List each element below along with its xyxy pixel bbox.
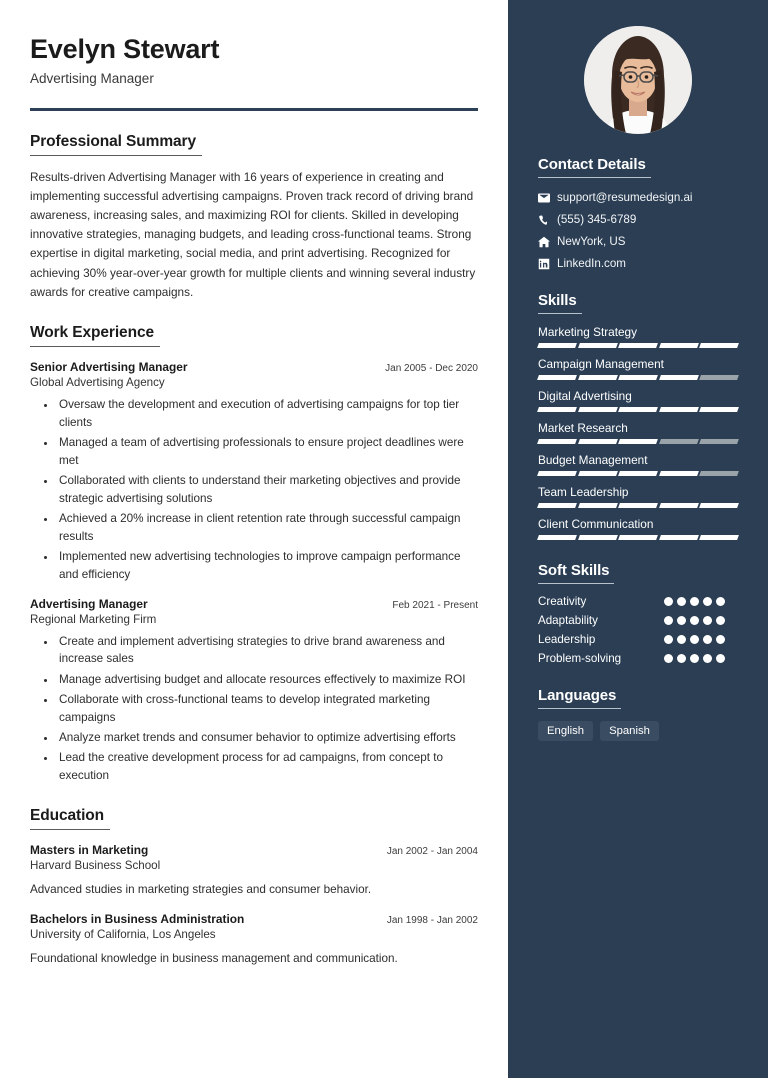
skill-segment — [699, 535, 738, 540]
soft-skill-name: Creativity — [538, 595, 587, 608]
work-entry-date: Jan 2005 - Dec 2020 — [385, 362, 478, 374]
skill-level-bar — [538, 439, 738, 444]
education-description: Foundational knowledge in business management and communication. — [30, 952, 398, 965]
skill-segment — [537, 439, 576, 444]
rating-dot — [690, 654, 699, 663]
skill-item — [538, 517, 738, 540]
rating-dot — [690, 597, 699, 606]
contact-row — [538, 257, 738, 270]
contact-row — [538, 213, 738, 226]
skill-segment — [659, 407, 698, 412]
skill-level-bar — [538, 407, 738, 412]
skill-segment — [578, 407, 617, 412]
work-entry-org: Regional Marketing Firm — [30, 612, 157, 626]
skill-item — [538, 421, 738, 444]
soft-skill-rating — [664, 597, 738, 606]
skill-segment — [618, 535, 657, 540]
skill-segment — [699, 439, 738, 444]
skill-segment — [699, 343, 738, 348]
skill-segment — [618, 407, 657, 412]
section-title-contact: Contact Details — [538, 156, 651, 178]
skill-segment — [578, 343, 617, 348]
candidate-role: Advertising Manager — [30, 71, 154, 87]
bullet-item: • Collaborate with cross-functional teams to develop integrated marketing campaigns — [56, 691, 478, 727]
avatar-wrap — [508, 26, 768, 134]
skill-list — [538, 325, 738, 540]
section-title-education: Education — [30, 807, 110, 830]
skill-level-bar — [538, 375, 738, 380]
skill-segment — [578, 471, 617, 476]
home-icon — [538, 236, 557, 248]
rating-dot — [716, 635, 725, 644]
rating-dot — [664, 597, 673, 606]
bullet-item: • Oversaw the development and execution of advertising campaigns for top tier clients — [56, 396, 478, 432]
skill-item — [538, 485, 738, 508]
work-entry — [30, 360, 478, 584]
skill-segment — [659, 471, 698, 476]
skill-segment — [699, 407, 738, 412]
skill-segment — [578, 535, 617, 540]
education-degree: Masters in Marketing — [30, 842, 149, 857]
soft-skill-name: Adaptability — [538, 614, 598, 627]
bullet-item: • Implemented new advertising technologies to improve campaign performance and efficiency — [56, 548, 478, 584]
skill-segment — [699, 503, 738, 508]
education-school: Harvard Business School — [30, 858, 161, 872]
rating-dot — [703, 635, 712, 644]
skill-name: Market Research — [538, 421, 628, 435]
sidebar-body — [508, 156, 768, 741]
skill-segment — [618, 375, 657, 380]
skill-item — [538, 357, 738, 380]
section-work-experience — [30, 324, 478, 785]
soft-skill-rating — [664, 616, 738, 625]
rating-dot — [716, 597, 725, 606]
work-entry — [30, 597, 478, 785]
skill-segment — [618, 439, 657, 444]
soft-skill-name: Leadership — [538, 633, 596, 646]
education-date: Jan 2002 - Jan 2004 — [386, 845, 478, 857]
soft-skill-row — [538, 614, 738, 627]
soft-skill-row — [538, 595, 738, 608]
rating-dot — [690, 635, 699, 644]
skill-segment — [578, 439, 617, 444]
skill-name: Digital Advertising — [538, 389, 632, 403]
section-title-soft-skills: Soft Skills — [538, 562, 614, 584]
soft-skill-rating — [664, 654, 738, 663]
skill-segment — [618, 503, 657, 508]
work-entry-head — [30, 597, 478, 611]
rating-dot — [703, 616, 712, 625]
skill-item — [538, 389, 738, 412]
contact-value[interactable]: (555) 345-6789 — [557, 213, 637, 226]
soft-skill-row — [538, 652, 738, 665]
education-date: Jan 1998 - Jan 2002 — [386, 915, 478, 926]
skill-segment — [659, 535, 698, 540]
section-soft-skills — [538, 562, 738, 665]
rating-dot — [690, 616, 699, 625]
linkedin-icon — [538, 258, 557, 270]
work-entry-org: Global Advertising Agency — [30, 375, 165, 389]
rating-dot — [677, 654, 686, 663]
work-entry-date: Feb 2021 - Present — [392, 599, 478, 611]
rating-dot — [677, 597, 686, 606]
skill-segment — [578, 503, 617, 508]
rating-dot — [716, 616, 725, 625]
skill-segment — [659, 503, 698, 508]
rating-dot — [664, 616, 673, 625]
skill-segment — [537, 503, 576, 508]
soft-skill-list — [538, 595, 738, 665]
rating-dot — [703, 597, 712, 606]
skill-level-bar — [538, 535, 738, 540]
section-skills — [538, 292, 738, 540]
work-entry-bullets — [30, 396, 478, 584]
language-list — [538, 721, 738, 741]
education-entry-head — [30, 843, 478, 857]
skill-segment — [659, 375, 698, 380]
bullet-item: • Analyze market trends and consumer behavior to optimize advertising efforts — [56, 729, 478, 747]
rating-dot — [677, 616, 686, 625]
education-list — [30, 843, 478, 968]
bullet-item: • Collaborated with clients to understand their marketing objectives and provide strategic advertising solutions — [56, 472, 478, 508]
language-chip: English — [538, 721, 593, 741]
section-professional-summary — [30, 133, 478, 302]
summary-text: Results-driven Advertising Manager with 16 years of experience in creating and implementing successful advertising campaigns. Proven track record of driving brand awareness, increasing sales, and maximizing ROI for clients. Skilled in developing innovative strategies, managing budgets, and leading cross-functional teams. Strong expertise in digital marketing, social media, and print advertising. Recognized for achieving 30% year-over-year growth for multiple clients and winning several industry awards for creative campaigns. — [30, 170, 476, 299]
section-languages — [538, 687, 738, 741]
education-description: Advanced studies in marketing strategies and consumer behavior. — [30, 882, 372, 896]
skill-segment — [537, 471, 576, 476]
bullet-item: • Lead the creative development process for ad campaigns, from concept to execution — [56, 749, 478, 785]
skill-segment — [699, 375, 738, 380]
sidebar — [508, 0, 768, 1078]
skill-segment — [578, 375, 617, 380]
bullet-item: • Managed a team of advertising professionals to ensure project deadlines were met — [56, 434, 478, 470]
section-title-summary: Professional Summary — [30, 133, 202, 156]
skill-segment — [659, 439, 698, 444]
section-education — [30, 807, 478, 968]
work-entry-title: Advertising Manager — [30, 596, 148, 611]
education-entry — [30, 912, 478, 968]
work-list — [30, 360, 478, 785]
skill-level-bar — [538, 503, 738, 508]
rating-dot — [703, 654, 712, 663]
skill-segment — [537, 343, 576, 348]
section-title-work: Work Experience — [30, 324, 160, 347]
soft-skill-name: Problem-solving — [538, 652, 622, 665]
candidate-name: Evelyn Stewart — [30, 34, 220, 64]
skill-name: Campaign Management — [538, 357, 664, 371]
contact-list — [538, 191, 738, 270]
section-contact-details — [538, 156, 738, 270]
work-entry-title: Senior Advertising Manager — [30, 359, 188, 374]
rating-dot — [664, 654, 673, 663]
skill-item — [538, 453, 738, 476]
skill-level-bar — [538, 343, 738, 348]
avatar — [584, 26, 692, 134]
skill-name: Marketing Strategy — [538, 325, 638, 339]
soft-skill-row — [538, 633, 738, 646]
skill-segment — [537, 535, 576, 540]
soft-skill-rating — [664, 635, 738, 644]
bullet-item: • Achieved a 20% increase in client retention rate through successful campaign results — [56, 510, 478, 546]
skill-segment — [537, 375, 576, 380]
section-title-languages: Languages — [538, 687, 621, 709]
contact-value[interactable]: LinkedIn.com — [557, 257, 626, 270]
bullet-item: • Create and implement advertising strategies to drive brand awareness and increase sales — [56, 633, 478, 669]
bullet-item: • Manage advertising budget and allocate resources effectively to maximize ROI — [56, 671, 478, 689]
work-entry-head — [30, 360, 478, 374]
skill-name: Team Leadership — [538, 485, 629, 499]
phone-icon — [538, 214, 557, 226]
skill-name: Budget Management — [538, 453, 648, 467]
header-divider — [30, 108, 478, 111]
education-school: University of California, Los Angeles — [30, 928, 216, 941]
contact-row — [538, 235, 738, 248]
skill-item — [538, 325, 738, 348]
section-title-skills: Skills — [538, 292, 582, 314]
education-entry — [30, 843, 478, 899]
contact-row — [538, 191, 738, 204]
skill-level-bar — [538, 471, 738, 476]
envelope-icon — [538, 192, 557, 204]
skill-segment — [537, 407, 576, 412]
skill-segment — [699, 471, 738, 476]
skill-segment — [618, 343, 657, 348]
contact-value[interactable]: NewYork, US — [557, 235, 626, 248]
header-block — [30, 34, 478, 86]
skill-segment — [618, 471, 657, 476]
rating-dot — [677, 635, 686, 644]
skill-segment — [659, 343, 698, 348]
rating-dot — [664, 635, 673, 644]
skill-name: Client Communication — [538, 517, 654, 531]
work-entry-bullets — [30, 633, 478, 785]
contact-value[interactable]: support@resumedesign.ai — [557, 191, 693, 204]
rating-dot — [716, 654, 725, 663]
language-chip: Spanish — [600, 721, 659, 741]
education-degree: Bachelors in Business Administration — [30, 912, 245, 926]
education-entry-head — [30, 912, 478, 926]
